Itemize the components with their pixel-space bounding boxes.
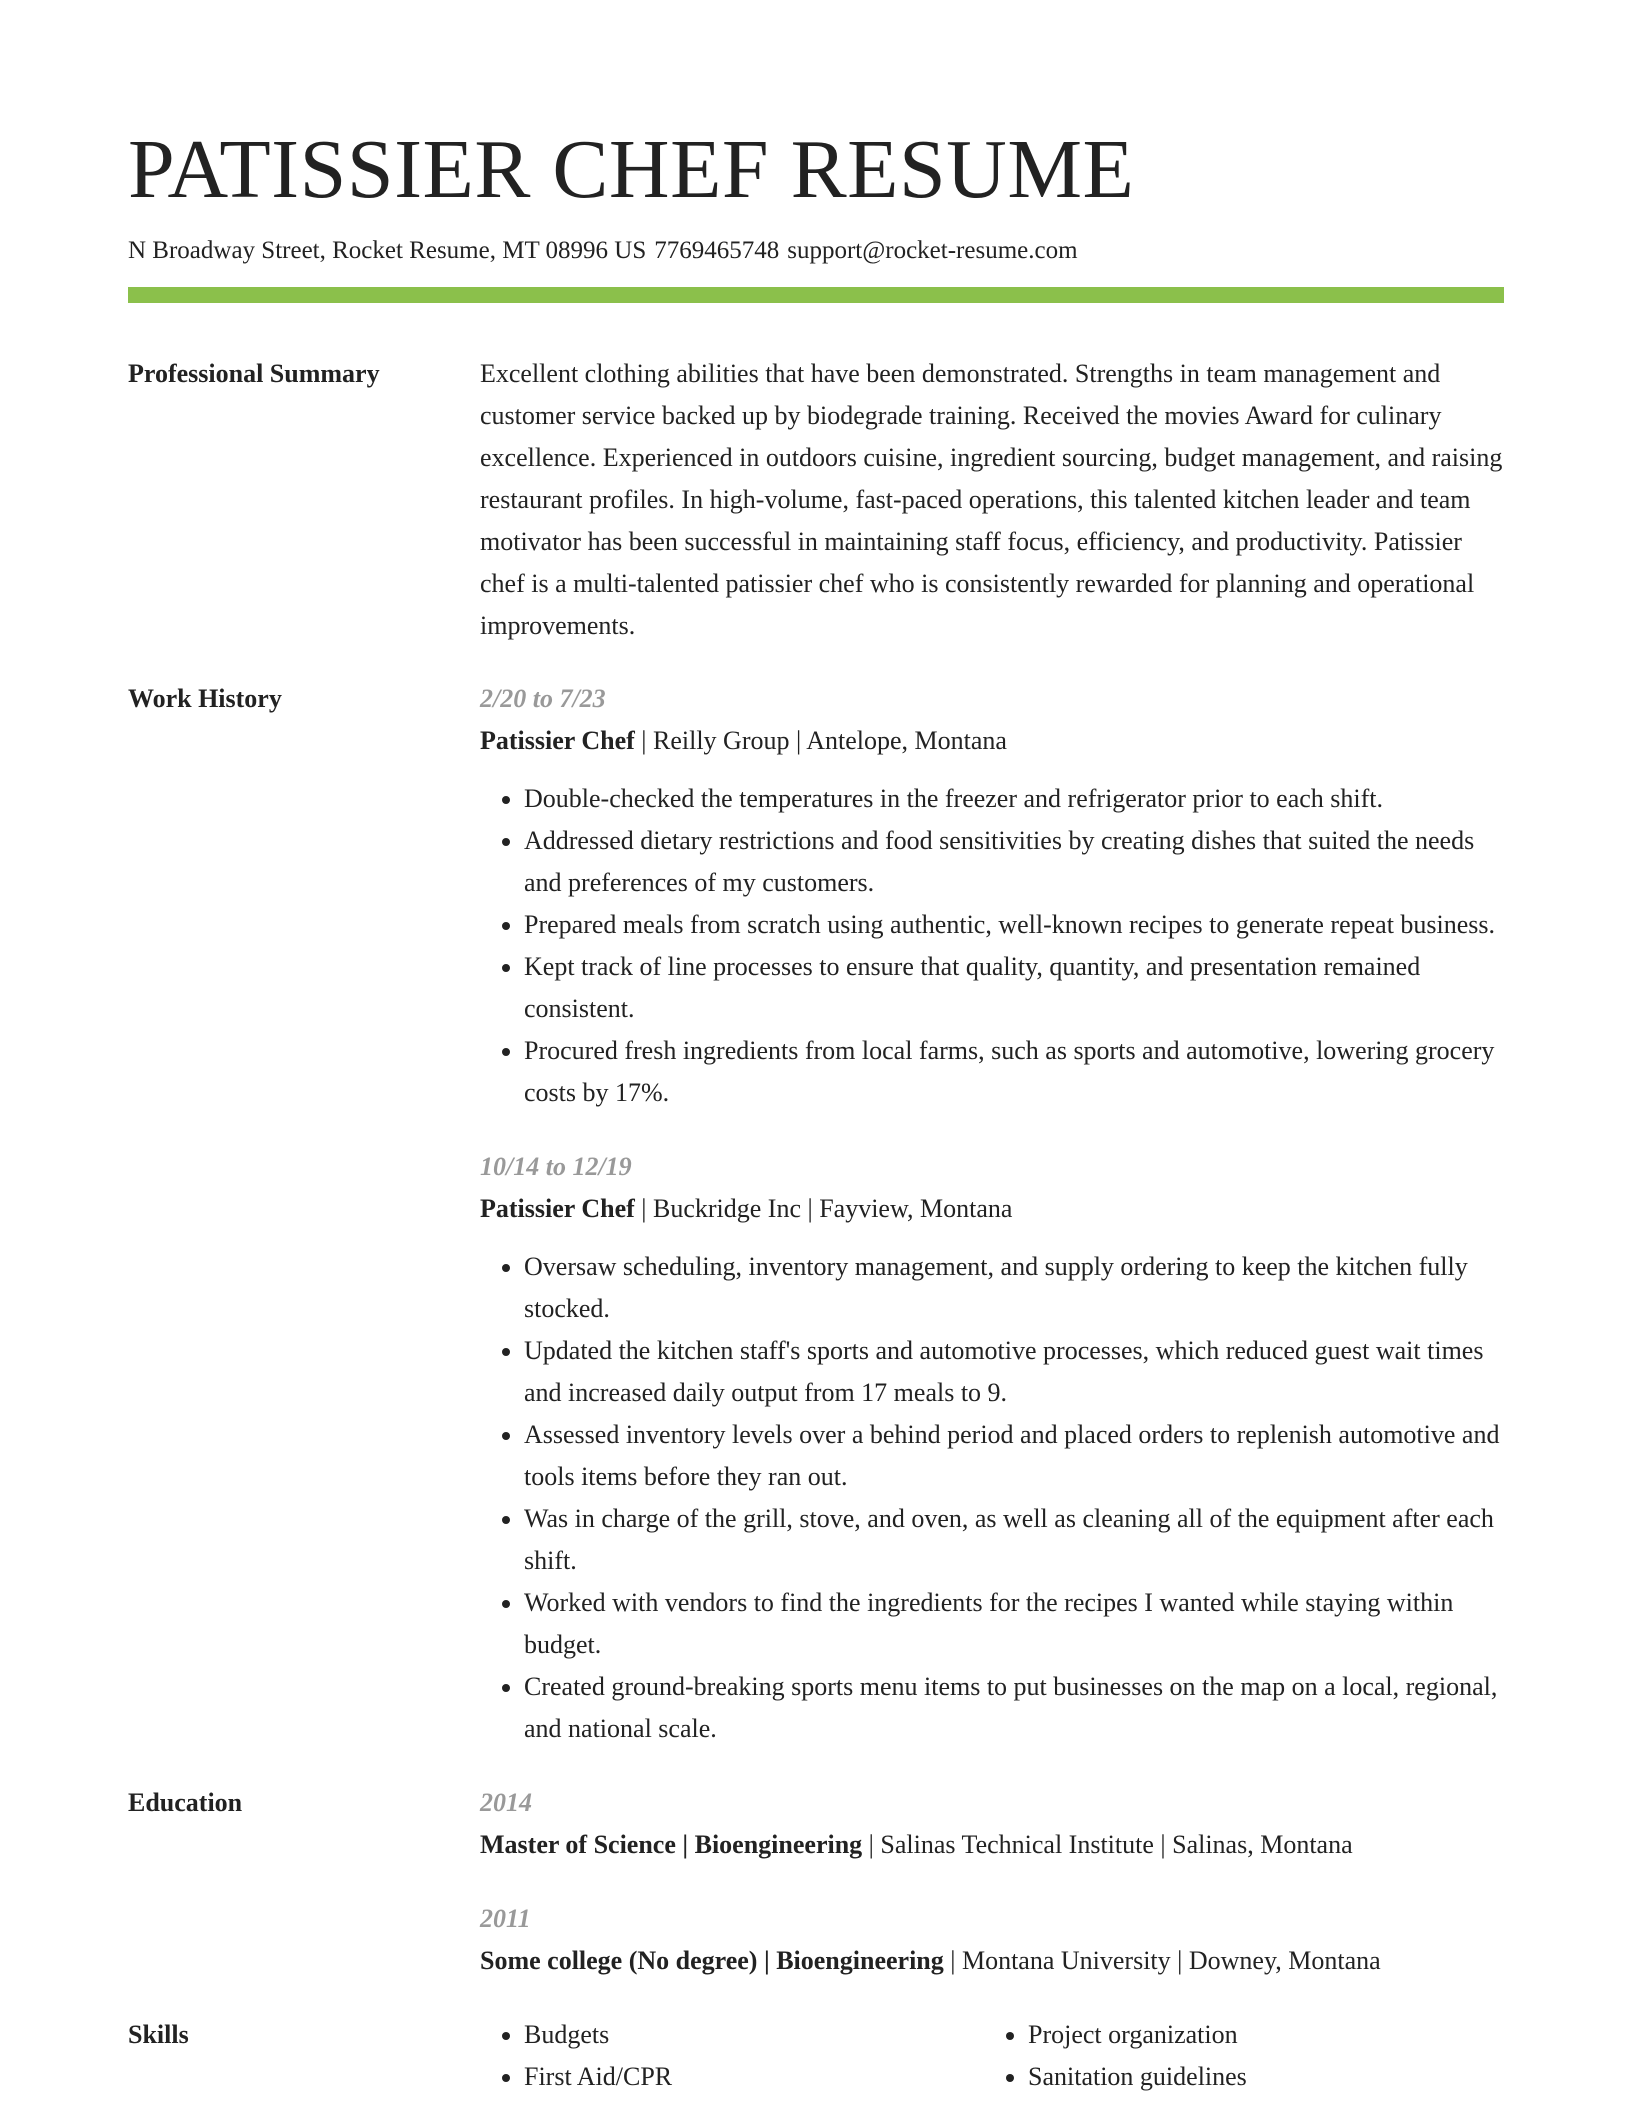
skills-section	[128, 2014, 1504, 2098]
job-entry	[480, 678, 1504, 1114]
list-item: • Assessed inventory levels over a behind period and placed orders to replenish automotive and tools items before they ran out.	[524, 1414, 1504, 1498]
education-section	[128, 1782, 1504, 1982]
job-employer: | Reilly Group | Antelope, Montana	[634, 726, 1007, 755]
list-item: • Sanitation guidelines	[1028, 2056, 1488, 2098]
contact-line	[128, 234, 1504, 268]
list-item: • Budgets	[524, 2014, 984, 2056]
list-item: • Oversaw scheduling, inventory management, and supply ordering to keep the kitchen fully stocked.	[524, 1246, 1504, 1330]
list-item: • First Aid/CPR	[524, 2056, 984, 2098]
education-institution: | Montana University | Downey, Montana	[943, 1946, 1381, 1975]
education-year: 2011	[480, 1904, 531, 1933]
list-item: • Project organization	[1028, 2014, 1488, 2056]
list-item: • Double-checked the temperatures in the freezer and refrigerator prior to each shift.	[524, 778, 1504, 820]
education-degree: Master of Science | Bioengineering	[480, 1830, 863, 1859]
section-title-work-history: Work History	[128, 684, 282, 713]
list-item: • Was in charge of the grill, stove, and oven, as well as cleaning all of the equipment after each shift.	[524, 1498, 1504, 1582]
section-title-skills: Skills	[128, 2020, 189, 2049]
list-item: • Worked with vendors to find the ingredients for the recipes I wanted while staying within budget.	[524, 1582, 1504, 1666]
header-divider	[128, 287, 1504, 303]
skills-column	[984, 2014, 1488, 2098]
job-entry	[480, 1146, 1504, 1750]
job-bullets	[480, 778, 1504, 1114]
list-item: • Created ground-breaking sports menu items to put businesses on the map on a local, regional, and national scale.	[524, 1666, 1504, 1750]
skills-column	[480, 2014, 984, 2098]
education-entry	[480, 1898, 1504, 1982]
resume-title: PATISSIER CHEF RESUME	[128, 123, 1135, 216]
education-line	[480, 1824, 1504, 1866]
summary-text: Excellent clothing abilities that have been demonstrated. Strengths in team management and customer service backed up by biodegrade training. Received the movies Award for culinary excellence. Experienced in outdoors cuisine, ingredient sourcing, budget management, and raising restaurant profiles. In high-volume, fast-paced operations, this talented kitchen leader and team motivator has been successful in maintaining staff focus, efficiency, and productivity. Patissier chef is a multi-talented patissier chef who is consistently rewarded for planning and operational improvements.	[480, 359, 1503, 640]
phone: 7769465748	[654, 237, 780, 264]
work-history-section	[128, 678, 1504, 1750]
section-title-summary: Professional Summary	[128, 359, 380, 388]
job-role: Patissier Chef	[480, 1194, 635, 1223]
list-item: • Prepared meals from scratch using authentic, well-known recipes to generate repeat business.	[524, 904, 1504, 946]
job-role: Patissier Chef	[480, 726, 635, 755]
list-item: • Procured fresh ingredients from local farms, such as sports and automotive, lowering grocery costs by 17%.	[524, 1030, 1504, 1114]
education-institution: | Salinas Technical Institute | Salinas, Montana	[862, 1830, 1353, 1859]
skills-grid	[480, 2014, 1504, 2098]
job-dates: 2/20 to 7/23	[480, 684, 606, 713]
summary-section	[128, 353, 1504, 647]
job-title-line	[480, 720, 1504, 762]
email: support@rocket-resume.com	[787, 237, 1078, 264]
address: N Broadway Street, Rocket Resume, MT 08996 US	[128, 237, 647, 264]
education-entry	[480, 1782, 1504, 1866]
list-item: • Addressed dietary restrictions and food sensitivities by creating dishes that suited the needs and preferences of my customers.	[524, 820, 1504, 904]
education-year: 2014	[480, 1788, 532, 1817]
education-degree: Some college (No degree) | Bioengineering	[480, 1946, 944, 1975]
list-item: • Kept track of line processes to ensure that quality, quantity, and presentation remained consistent.	[524, 946, 1504, 1030]
job-employer: | Buckridge Inc | Fayview, Montana	[634, 1194, 1013, 1223]
section-title-education: Education	[128, 1788, 243, 1817]
education-line	[480, 1940, 1504, 1982]
job-title-line	[480, 1188, 1504, 1230]
job-bullets	[480, 1246, 1504, 1750]
job-dates: 10/14 to 12/19	[480, 1152, 632, 1181]
list-item: • Updated the kitchen staff's sports and automotive processes, which reduced guest wait times and increased daily output from 17 meals to 9.	[524, 1330, 1504, 1414]
resume-page	[128, 120, 1504, 2098]
